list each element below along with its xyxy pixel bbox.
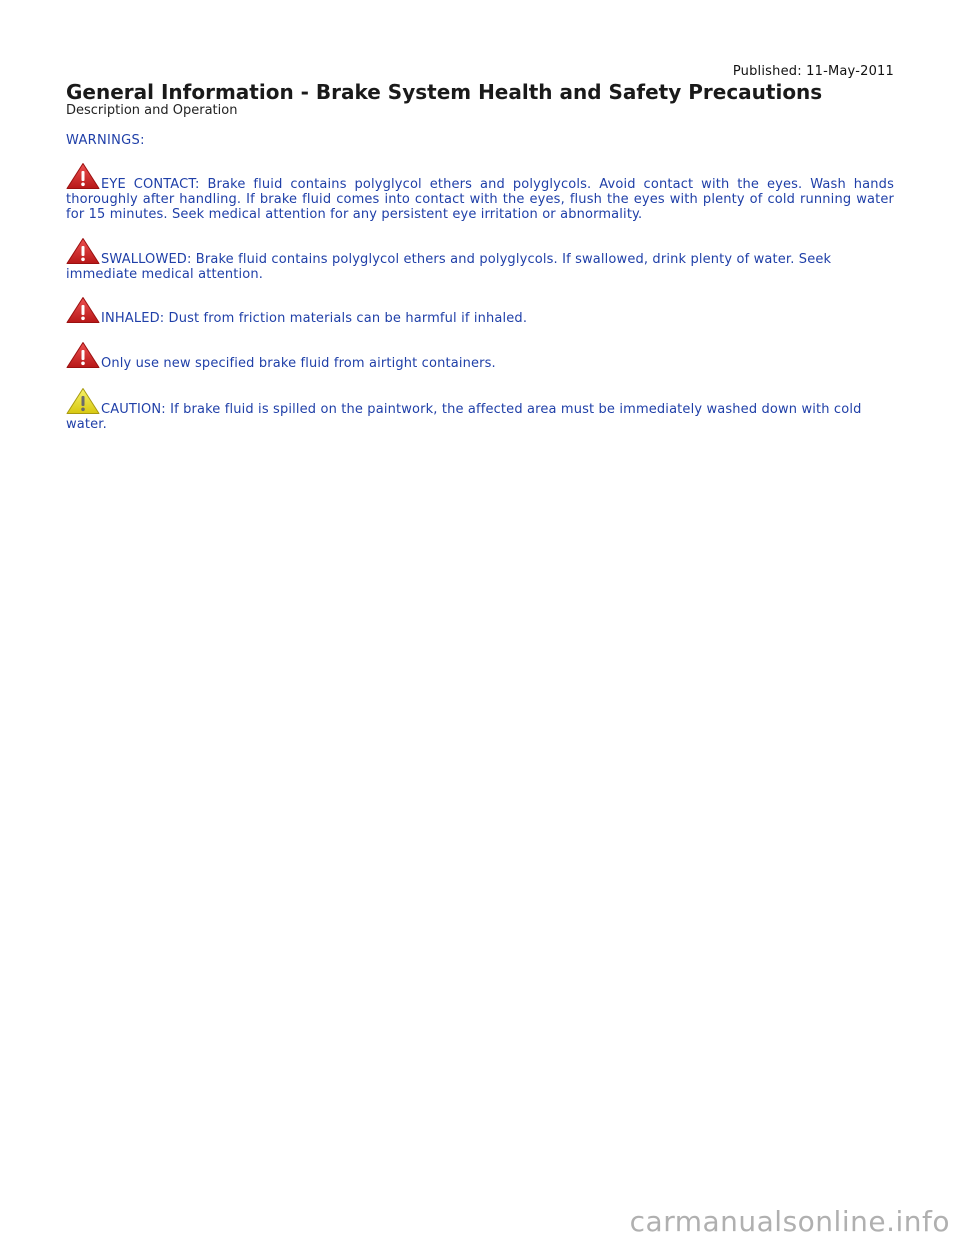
page-title: General Information - Brake System Health and Safety Precautions	[66, 80, 823, 104]
warning-inhaled	[66, 296, 894, 326]
warning-triangle-red-icon	[66, 341, 100, 369]
notice-text: Only use new specified brake fluid from airtight containers.	[101, 356, 496, 371]
warning-eye-contact	[66, 162, 894, 222]
notice-text: EYE CONTACT: Brake fluid contains polyglycol ethers and polyglycols. Avoid contact with the eyes. Wash hands thoroughly after handling. If brake fluid comes into contact with the eyes, flush the eyes with plenty of cold running water for 15 minutes. Seek medical attention for any persistent eye irritation or abnormality.	[66, 177, 894, 222]
caution-paintwork	[66, 387, 894, 432]
notice-text: INHALED: Dust from friction materials can be harmful if inhaled.	[101, 311, 528, 326]
notice-text: SWALLOWED: Brake fluid contains polyglycol ethers and polyglycols. If swallowed, drink plenty of water. Seek immediate medical attention.	[66, 252, 832, 282]
warning-new-fluid	[66, 341, 894, 371]
warning-triangle-red-icon	[66, 237, 100, 265]
warning-triangle-red-icon	[66, 296, 100, 324]
warning-swallowed	[66, 237, 894, 282]
published-date: Published: 11-May-2011	[732, 64, 894, 79]
notice-text: CAUTION: If brake fluid is spilled on the paintwork, the affected area must be immediately washed down with cold water.	[66, 402, 862, 432]
warnings-heading: WARNINGS:	[66, 133, 145, 148]
caution-triangle-yellow-icon	[66, 387, 100, 415]
site-watermark: carmanualsonline.info	[629, 1205, 950, 1238]
warning-triangle-red-icon	[66, 162, 100, 190]
page-subtitle: Description and Operation	[66, 103, 238, 118]
